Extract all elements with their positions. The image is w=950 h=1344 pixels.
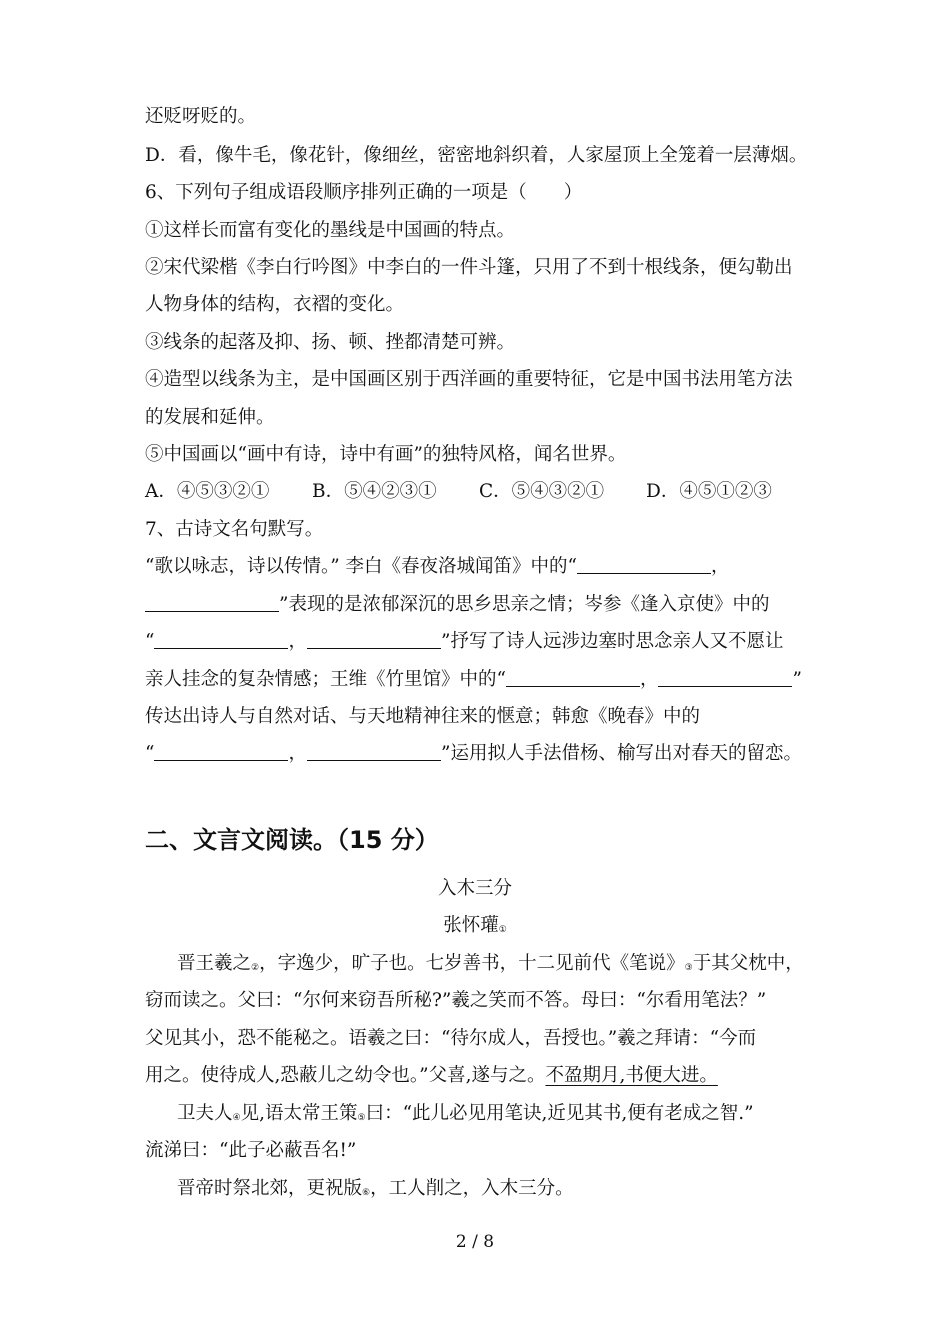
- fill-blank[interactable]: [658, 668, 792, 687]
- section-heading: 二、文言文阅读。（15 分）: [145, 826, 439, 854]
- q7-line-2: ”表现的是浓郁深沉的思乡思亲之情；岑参《逢入京使》中的: [145, 592, 825, 618]
- q7-line-3: “ ， ”抒写了诗人远涉边塞时思念亲人又不愿让: [145, 631, 784, 652]
- sentence-2b: 人物身体的结构，衣褶的变化。: [145, 294, 405, 315]
- sentence-2a: ②宋代梁楷《李白行吟图》中李白的一件斗篷，只用了不到十根线条，便勾勒出: [145, 257, 793, 278]
- sentence-3: ③线条的起落及抑、扬、顿、挫都清楚可辨。: [145, 332, 516, 353]
- fill-blank[interactable]: [154, 630, 288, 649]
- passage-line: 卫夫人④见,语太常王策⑤曰：“此儿必见用笔诀,近见其书,便有老成之智.”: [177, 1103, 754, 1124]
- passage-line: 父见其小，恐不能秘之。语羲之曰：“待尔成人，吾授也。”羲之拜请：“今而: [145, 1028, 757, 1049]
- sentence-4b: 的发展和延伸。: [145, 407, 275, 428]
- fill-blank[interactable]: [307, 630, 441, 649]
- passage-title: 入木三分: [437, 878, 512, 899]
- fill-blank[interactable]: [145, 593, 279, 612]
- footnote-marker: ⑤: [357, 1113, 366, 1123]
- option-d: D．④⑤①②③: [646, 481, 772, 502]
- option-b: B．⑤④②③①: [312, 481, 437, 502]
- fill-blank[interactable]: [577, 555, 711, 574]
- passage-line: 用之。使待成人,恐蔽儿之幼令也。”父喜,遂与之。不盈期月,书便大进。: [145, 1065, 718, 1086]
- underlined-sentence: 不盈期月,书便大进。: [545, 1065, 718, 1086]
- passage-line: 晋王羲之②，字逸少，旷子也。七岁善书，十二见前代《笔说》③于其父枕中，: [177, 953, 804, 974]
- footnote-marker: ⑥: [362, 1188, 371, 1198]
- question-6: 6、下列句子组成语段顺序排列正确的一项是（ ）: [145, 182, 583, 203]
- text-line: 还贬呀贬的。: [145, 106, 257, 127]
- q7-line-5: 传达出诗人与自然对话、与天地精神往来的惬意；韩愈《晚春》中的: [145, 706, 701, 727]
- sentence-5: ⑤中国画以“画中有诗，诗中有画”的独特风格，闻名世界。: [145, 444, 627, 465]
- page-number: 2 / 8: [455, 1232, 495, 1252]
- sentence-4a: ④造型以线条为主，是中国画区别于西洋画的重要特征，它是中国书法用笔方法: [145, 369, 793, 390]
- footnote-marker: ①: [498, 925, 507, 935]
- answer-options: [145, 479, 825, 505]
- q7-line-6: “ ， ”运用拟人手法借杨、榆写出对春天的留恋。: [145, 743, 802, 764]
- footnote-marker: ②: [251, 963, 260, 973]
- option-c: C．⑤④③②①: [479, 481, 605, 502]
- q7-line-4: 亲人挂念的复杂情感；王维《竹里馆》中的“ ， ”: [145, 669, 802, 690]
- passage-author: 张怀瓘①: [443, 915, 507, 936]
- passage-line: 流涕曰：“此子必蔽吾名!”: [145, 1140, 357, 1161]
- passage-line: 窃而读之。父曰：“尔何来窃吾所秘?”羲之笑而不答。母曰：“尔看用笔法？”: [145, 990, 767, 1011]
- fill-blank[interactable]: [307, 742, 441, 761]
- option-d-line: D．看，像牛毛，像花针，像细丝，密密地斜织着，人家屋顶上全笼着一层薄烟。: [145, 145, 808, 166]
- footnote-marker: ④: [232, 1113, 241, 1123]
- sentence-1: ①这样长而富有变化的墨线是中国画的特点。: [145, 220, 516, 241]
- fill-blank[interactable]: [506, 668, 640, 687]
- question-7: 7、古诗文名句默写。: [145, 519, 324, 540]
- footnote-marker: ③: [684, 963, 693, 973]
- option-a: A．④⑤③②①: [145, 481, 270, 502]
- fill-blank[interactable]: [154, 742, 288, 761]
- q7-line-1: “歌以咏志，诗以传情。” 李白《春夜洛城闻笛》中的“ ，: [145, 556, 730, 577]
- passage-line: 晋帝时祭北郊，更祝版⑥，工人削之，入木三分。: [177, 1178, 574, 1199]
